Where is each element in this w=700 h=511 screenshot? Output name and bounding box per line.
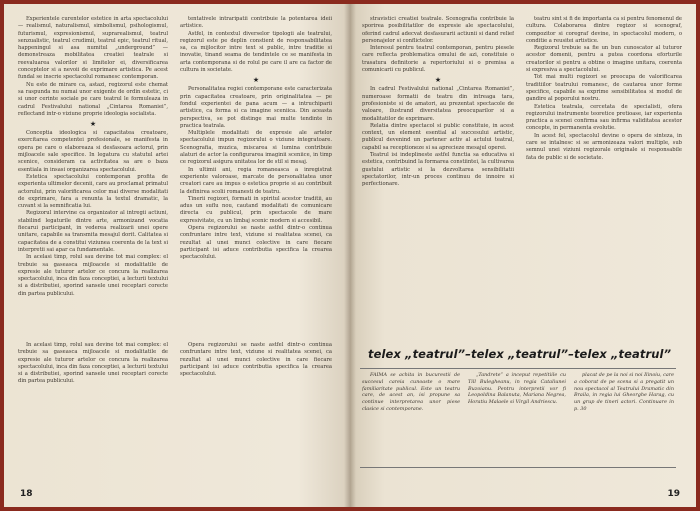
telex-item [574,372,674,464]
right-page [350,4,696,507]
telex-banner: telex „teatrul”–telex „teatrul”–telex „teatrul” [368,347,672,361]
paragraph: Regizorul trebuie sa fie un bun cunoscator al tuturor acestor domenii, pentru a putea coordona eforturile creatorilor si pentru a obtine o imagine unitara, coerenta si expresiva a spectacolului. [526,45,682,74]
paragraph: tentativele intraripatii contribuie la potentarea ideii artistice. [180,16,332,30]
paragraph: „Tandrete” a inceput repetitiile cu Till Bulegheanu, in regia Cataliunei Buzoianu. Pentru interpretii vor fi Leopoldina Balanuta, Mariana Negrea, Horatiu Malaele si Virgil Andriescu. [468,372,566,406]
paragraph: Astfel, in contextul diverselor tipologii ale teatrului, regizorul este pe deplin constient de responsabilitatea sa, ca mijlocitor intre text si public, intre traditie si inovatie, tinand seama de tendintele ce se manifesta in arta contemporana si de rolul pe care il are ca factor de cultura in societate. [180,30,332,74]
paragraph: Opera regizorului se naste astfel dintr-o continua confruntare intre text, viziune si realitatea scenei, ca rezultat al unei munci colective in care fiecare participant isi aduce contributia specifica la crearea spectacolului. [180,342,332,378]
paragraph: Multiplele modalitati de expresie ale artelor spectacolului impun regizorului o viziune integratoare. Scenografia, muzica, miscarea si lumina contribuie alaturi de actor la configurarea imaginii sceniice, in timp ce regizorul asigura unitatea lor de stil si mesaj. [180,130,332,166]
paragraph: Regizorul intervine ca organizator al intregii actiuni, stabilind legaturile dintre arte, armonizand vocatia fiecarui participant, in vederea realizarii unei opere unitare, capabile sa transmita mesajul dorit. Calitatea si capacitatea de a constitui viziunea coerenta de la text si interpretii sai apar ca fundamentale. [18,210,168,253]
magazine-spread [4,4,696,507]
paragraph: teatru sint si fi de importanta ca si pentru fenomenul de cultura. Colaborarea dintre regizor si scenograf, compozitor si coregraf devine, in spectacolul modern, o conditie a reusitei artistice. [526,16,682,44]
page-gutter [344,4,356,507]
section-star: ★ [89,120,97,129]
page-number-right: 19 [667,489,680,499]
paragraph: In ultimii ani, regia romaneasca a inregistrat experiente valoroase, marcate de personalitatea unor creatori care au impus o estetica proprie si au contribuit la definirea scolii romanesti de teatru. [180,166,332,195]
paragraph: placat de pe la noi si noi Ilinoiu, care a coborat de pe scena si a pregatit un nou spectacol al Teatrului Dramatic din Braila, in regia lui Gheorghe Harag, cu un grup de tineri actori. Continuare in p. 30 [574,372,674,412]
paragraph: Teatrul isi indeplineste astfel functia sa educativa si estetica, contribuind la formarea constiintei, la cultivarea gustului artistic si la dezvoltarea sensibilitatii spectatorilor, intr-un proces continuu de innoire si perfectionare. [362,152,514,188]
left-col-1-lower [18,342,168,482]
paragraph: Interesul pentru teatrul contemporan, pentru piesele care reflecta problematica omului de azi, constituie o trasatura definitorie a repertoriului si o premisa a comunicarii cu publicul. [362,45,514,74]
paragraph: Opera regizorului se naste astfel dintr-o continua confruntare intre text, viziune si realitatea scenei, ca rezultat al unei munci colective in care fiecare participant isi aduce contributia specifica la crearea spectacolului. [180,225,332,261]
telex-item [468,372,566,464]
paragraph: Personalitatea regiei contemporane este caracterizata prin capacitatea creatoare, prin originalitatea — pe fondul experientei de pana acum — a intruchiparii artistice, ca forma si ca imagine sceniica. Din aceasta perspectiva, se pot distinge mai multe tendinte in practica teatrala. [180,86,332,129]
right-col-1 [362,16,514,338]
page-number-left: 18 [20,489,33,499]
section-star: ★ [434,76,442,85]
paragraph: stravistici creatiei teatrale. Scenografia contribuie la sporirea posibilitatilor de expresie ale spectacolului, oferind cadrul adecvat desfasurarii actiunii si dand relief personajelor si conflictelor. [362,16,514,44]
paragraph: Estetica teatrala, cercetata de specialisti, ofera regizorului instrumente teoretice pretioase, iar experienta practica a scenei confirma sau infirma validitatea acestor concepte, in permanenta evolutie. [526,103,682,132]
right-col-2 [526,16,682,338]
paragraph: Tot mai multi regizori se preocupa de valorificarea traditiilor teatrului romanesc, de cautarea unor forme specifice, capabile sa exprime sensibilitatea si modul de gandire al poporului nostru. [526,74,682,103]
left-col-2-lower [180,342,332,482]
paragraph: Estetica spectacolului contemporan profita de experienta ultimelor decenii, care au proclamat primatul actorului, prin valorificarea celor mai diverse modalitati de exprimare, fara a renunta la textul dramatic, la cuvant si la semnificatia lui. [18,173,168,210]
paragraph: In acest fel, spectacolul devine o opera de sinteza, in care se intalnesc si se armonizeaza valori multiple, sub semnul unei viziuni regizorale originale si responsabile fata de public si de societate. [526,132,682,161]
left-col-1 [18,16,168,338]
section-star: ★ [252,76,260,85]
paragraph: Tinerii regizori, formati in spiritul acestor traditii, au adus un suflu nou, cautand modalitati de comunicare directa cu publicul, prin spectacole de mare expresivitate, cu un limbaj scenic modern si accesibil. [180,195,332,224]
paragraph: Nu este de mirare ca, astazi, regizorul este chemat sa raspunda nu numai unor exigente de ordin estetic, ci si unor cerinte sociale pe care teatrul le formuleaza in cadrul Festivalului national „Cintarea Romaniei”, reflectand intr-o viziune proprie ideologia socialista. [18,81,168,117]
paragraph: In cadrul Festivalului national „Cintarea Romaniei”, numeroase formatii de teatru din intreaga tara, profesioniste si de amatori, au prezentat spectacole de valoare, ilustrand diversitatea preocuparilor si a modalitatilor de exprimare. [362,86,514,122]
paragraph: Experientele curentelor estetice in arta spectacolului — realismul, naturalismul, simbolismul, psihologismul, futurismul, expresionismul, suprarealismul, teatrul senzualistic, teatrul crudimii, teatrul epic, teatrul ritual, happeningul si asa numitul „underground” — demonstreaza mobilitatea creatiei teatrale si reevaluarea valorilor si limitelor ei, diversificarea conceptelor si a nevoii de exprimare artistica. Pe acest fundal se inscrie spectacolul romanesc contemporan. [18,16,168,81]
paragraph: FAIMA se achita in bucurestii de succesul careia cunoaste o mare familiaritate publicul. Este un teatru care, de acest an, isi propune sa continue interpretarea unor piese clasice si contemporane. [362,372,460,412]
paragraph: In acelasi timp, rolul sau devine tot mai complex: el trebuie sa gaseasca mijloacele si modalitatile de expresie ale tuturor artelor ce concura la realizarea spectacolului, inca din faza conceptiei, a lecturii textului si a distributiei, sporind sansele unei receptari corecte din partea publicului. [18,342,168,385]
paragraph: Conceptia ideologica si capacitatea creatoare, exercitarea competentei profesionale, se manifesta in opera pe care o elaboreaza si desfasoara actorul, prin mijloacele sale specifice. In legatura cu statutul artei scenice, consideram ca activitatea sa are o baza esentiala in insasi organizarea spectacolului. [18,130,168,173]
paragraph: Relatia dintre spectacol si public constituie, in acest context, un element esential al succesului artistic, publicul devenind un partener activ al actului teatral, capabil sa receptioneze si sa aprecieze mesajul operei. [362,122,514,151]
paragraph: In acelasi timp, rolul sau devine tot mai complex: el trebuie sa gaseasca mijloacele si modalitatile de expresie ale tuturor artelor ce concura la realizarea spectacolului, inca din faza conceptiei, a lecturii textului si a distributiei, sporind sansele unei receptari corecte din partea publicului. [18,254,168,297]
telex-box [360,368,676,468]
left-page [4,4,350,507]
left-col-2 [180,16,332,338]
telex-item [362,372,460,464]
